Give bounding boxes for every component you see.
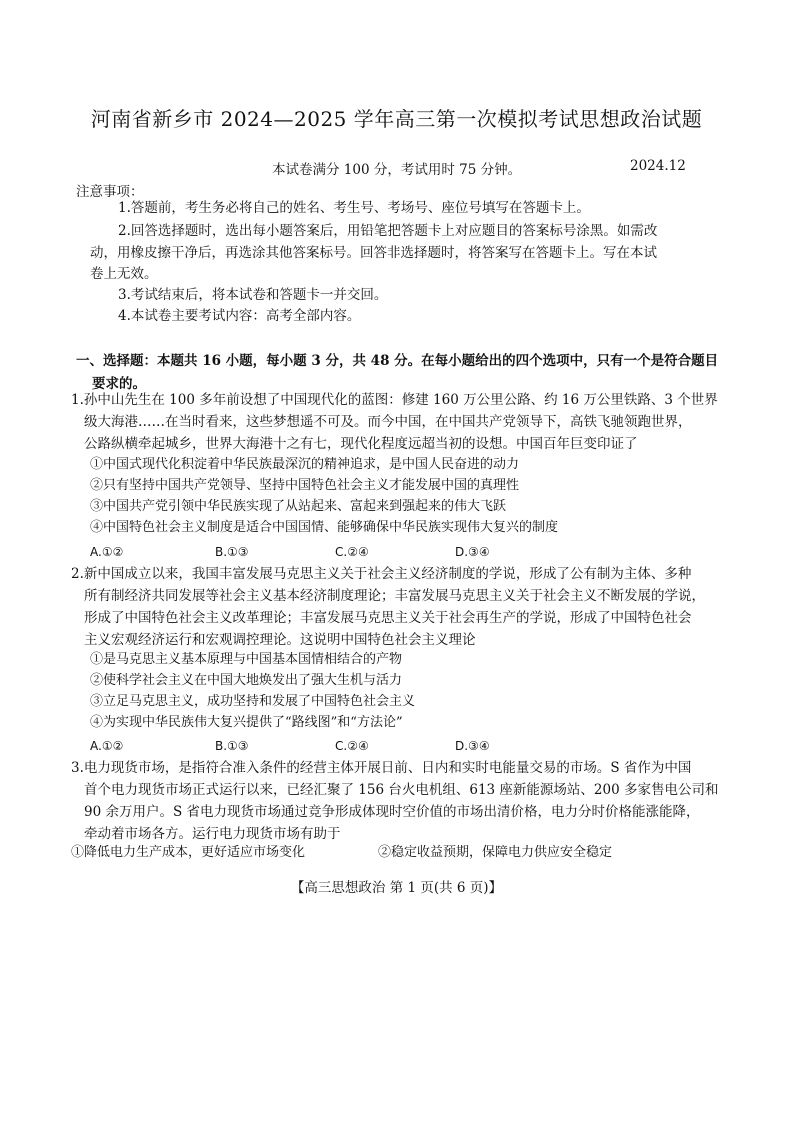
answer-option-a: A.①②: [90, 545, 124, 559]
section-heading-line: 一、选择题：本题共 16 小题，每小题 3 分，共 48 分。在每小题给出的四个选项中，只有一个是符合题目: [76, 353, 719, 369]
question-item: ④中国特色社会主义制度是适合中国国情、能够确保中华民族实现伟大复兴的制度: [90, 520, 559, 535]
question-stem: 所有制经济共同发展等社会主义基本经济制度理论；丰富发展马克思主义关于社会主义不断发展的学说，: [84, 588, 705, 604]
section-heading: [76, 349, 718, 392]
question-item: ①降低电力生产成本，更好适应市场变化: [71, 845, 306, 860]
exam-date: 2024.12: [630, 158, 686, 174]
notice-item-continued: 卷上无效。: [90, 266, 158, 282]
notice-item: 1.答题前，考生务必将自己的姓名、考生号、考场号、座位号填写在答题卡上。: [118, 200, 590, 216]
question-stem: 公路纵横牵起城乡，世界大海港十之有七，现代化程度远超当初的设想。中国百年巨变印证了: [84, 436, 638, 452]
question-stem: 形成了中国特色社会主义改革理论；丰富发展马克思主义关于社会再生产的学说，形成了中国特色社会: [84, 610, 692, 626]
page-footer: 【高三思想政治 第 1 页(共 6 页)】: [290, 880, 503, 896]
question-item: ①中国式现代化积淀着中华民族最深沉的精神追求，是中国人民奋进的动力: [90, 457, 520, 472]
answer-option-b: B.①③: [215, 545, 249, 559]
answer-option-b: B.①③: [215, 739, 249, 753]
notice-item: 3.考试结束后，将本试卷和答题卡一并交回。: [118, 287, 388, 303]
question-item: ②只有坚持中国共产党领导、坚持中国特色社会主义才能发展中国的真理性: [90, 478, 520, 493]
question-stem: 1.孙中山先生在 100 多年前设想了中国现代化的蓝图：修建 160 万公里公路、约 16 万公里铁路、3 个世界: [71, 392, 718, 408]
question-stem: 90 余万用户。S 省电力现货市场通过竞争形成体现时空价值的市场出清价格，电力分时价格能涨能降，: [84, 804, 700, 820]
question-item: ②使科学社会主义在中国大地焕发出了强大生机与活力: [90, 673, 403, 688]
notice-heading: 注意事项：: [76, 184, 144, 200]
question-stem: 主义宏观经济运行和宏观调控理论。这说明中国特色社会主义理论: [84, 632, 476, 648]
question-stem: 2.新中国成立以来，我国丰富发展马克思主义关于社会主义经济制度的学说，形成了公有制为主体、多种: [71, 566, 692, 582]
question-item: ③立足马克思主义，成功坚持和发展了中国特色社会主义: [90, 694, 416, 709]
question-stem: 牵动着市场各方。运行电力现货市场有助于: [84, 826, 341, 842]
notice-item: 2.回答选择题时，选出每小题答案后，用铅笔把答题卡上对应题目的答案标号涂黑。如需改: [118, 223, 658, 239]
question-stem: 级大海港……在当时看来，这些梦想遥不可及。而今中国，在中国共产党领导下，高铁飞驰领跑世界，: [84, 414, 692, 430]
notice-item-continued: 动，用橡皮擦干净后，再选涂其他答案标号。回答非选择题时，将答案写在答题卡上。写在本试: [90, 245, 657, 261]
question-stem: 3.电力现货市场，是指符合准入条件的经营主体开展日前、日内和实时电能量交易的市场。S 省作为中国: [71, 760, 692, 776]
answer-option-d: D.③④: [455, 739, 490, 753]
answer-option-c: C.②④: [335, 545, 369, 559]
question-item: ①是马克思主义基本原理与中国基本国情相结合的产物: [90, 652, 403, 667]
question-stem: 首个电力现货市场正式运行以来，已经汇聚了 156 台火电机组、613 座新能源场站、200 多家售电公司和: [84, 782, 719, 798]
exam-meta: 本试卷满分 100 分，考试用时 75 分钟。: [272, 162, 522, 178]
question-item: ②稳定收益预期，保障电力供应安全稳定: [378, 845, 613, 860]
answer-option-a: A.①②: [90, 739, 124, 753]
question-item: ③中国共产党引领中华民族实现了从站起来、富起来到强起来的伟大飞跃: [90, 499, 507, 514]
question-item: ④为实现中华民族伟大复兴提供了“路线图”和“方法论”: [90, 715, 403, 730]
section-heading-line: 要求的。: [92, 376, 146, 392]
answer-option-c: C.②④: [335, 739, 369, 753]
notice-item: 4.本试卷主要考试内容：高考全部内容。: [118, 308, 361, 324]
page-title: 河南省新乡市 2024—2025 学年高三第一次模拟考试思想政治试题: [90, 107, 703, 131]
answer-option-d: D.③④: [455, 545, 490, 559]
